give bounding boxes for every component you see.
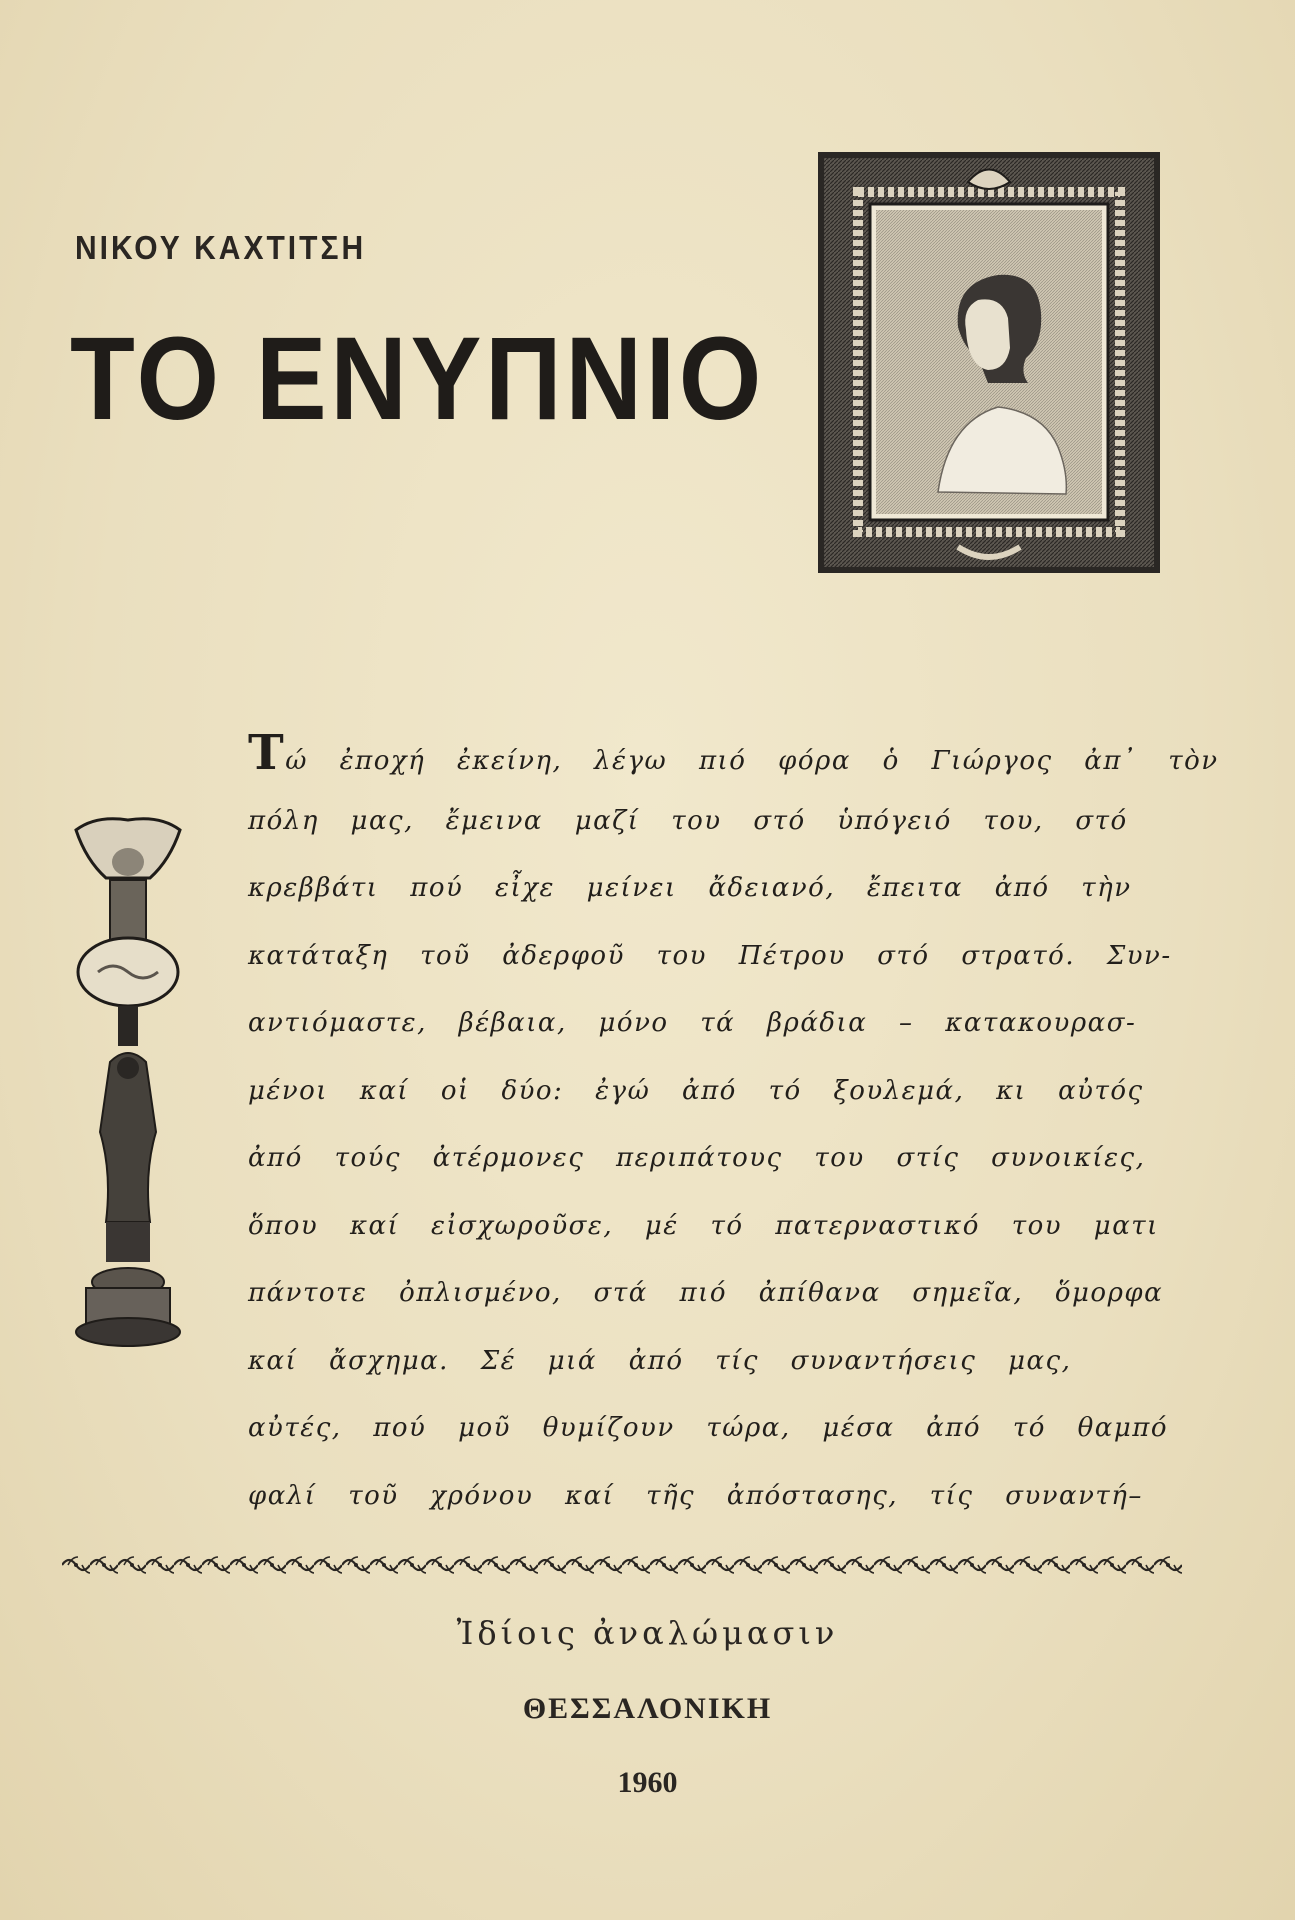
manuscript-line: κατάταξη τοῦ ἀδερφοῦ του Πέτρου στό στρατό. Συν- — [248, 940, 1172, 971]
manuscript-line: καί ἄσχημα. Σέ μιά ἀπό τίς συναντήσεις μας, — [248, 1345, 1072, 1376]
publication-note: Ἰδίοις ἀναλώμασιν — [456, 1614, 839, 1652]
manuscript-line: μένοι καί οἱ δύο: ἐγώ ἀπό τό ξουλεμά, κι αὐτός — [248, 1075, 1144, 1106]
manuscript-line: πόλη μας, ἔμεινα μαζί του στό ὑπόγειό του, στό — [248, 805, 1128, 836]
manuscript-line: Τώ ἐποχή ἐκείνη, λέγω πιό φόρα ὁ Γιώργος ἀπ᾿ τὸν — [248, 725, 1219, 781]
manuscript-line: φαλί τοῦ χρόνου καί τῆς ἀπόστασης, τίς συναντή– — [248, 1480, 1143, 1511]
manuscript-line: πάντοτε ὀπλισμένο, στά πιό ἀπίθανα σημεῖα, ὅμορφα — [248, 1278, 1164, 1308]
manuscript-excerpt — [248, 720, 1219, 1530]
ornamental-divider — [62, 1553, 1182, 1577]
framed-portrait-image — [818, 152, 1160, 573]
manuscript-line: κρεββάτι πού εἶχε μείνει ἄδειανό, ἔπειτα ἀπό τὴν — [248, 873, 1132, 903]
book-title: ΤΟ ΕΝΥΠΝΙΟ — [70, 313, 765, 445]
oil-lamp-illustration — [68, 812, 188, 1372]
manuscript-line: αντιόμαστε, βέβαια, μόνο τά βράδια – κατακουρασ- — [248, 1008, 1137, 1038]
publication-city: ΘΕΣΣΑΛΟΝΙΚΗ — [522, 1692, 773, 1725]
publication-year: 1960 — [617, 1766, 678, 1799]
manuscript-line: ὅπου καί εἰσχωροῦσε, μέ τό πατερναστικό του ματι — [248, 1210, 1159, 1241]
manuscript-line: ἀπό τούς ἀτέρμονες περιπάτους του στίς συνοικίες, — [248, 1143, 1146, 1173]
author-name: ΝΙΚΟΥ ΚΑΧΤΙΤΣΗ — [75, 230, 367, 267]
manuscript-line: αὐτές, πού μοῦ θυμίζουν τώρα, μέσα ἀπό τό θαμπό — [248, 1413, 1168, 1443]
